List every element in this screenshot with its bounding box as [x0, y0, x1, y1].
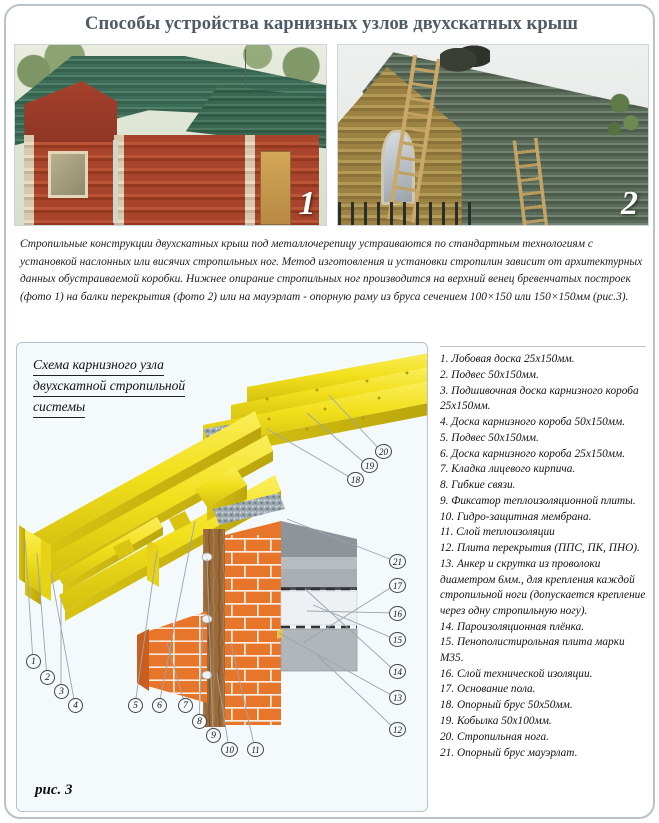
photo-1-door — [260, 151, 291, 225]
figure-label: рис. 3 — [35, 782, 73, 798]
photo-1 — [14, 44, 327, 226]
callout-21: 21 — [389, 554, 406, 569]
legend-item: 20. Стропильная нога. — [440, 730, 549, 743]
legend-item: 16. Слой технической изоляции. — [440, 667, 593, 680]
legend-item: 7. Кладка лицевого кирпича. — [440, 463, 576, 476]
diagram-title-line-2: двухскатной стропильной — [33, 376, 185, 397]
legend-item: 21. Опорный брус мауэрлат. — [440, 746, 578, 759]
legend-item: 6. Доска карнизного короба 25х150мм. — [440, 447, 626, 460]
photo-1-number: 1 — [298, 185, 316, 222]
diagram-title-line-3: системы — [33, 397, 85, 418]
legend-item: 1. Лобовая доска 25х150мм. — [440, 353, 575, 365]
legend-divider — [440, 346, 646, 347]
callout-6: 6 — [152, 698, 167, 713]
callout-4: 4 — [68, 698, 83, 713]
diagram-panel — [16, 342, 428, 812]
callout-17: 17 — [389, 578, 406, 593]
callout-2: 2 — [40, 670, 55, 685]
legend-item: 10. Гидро-защитная мембрана. — [440, 510, 592, 523]
callout-3: 3 — [54, 684, 69, 699]
legend-list — [440, 352, 650, 761]
page-title: Способы устройства карнизных узлов двухскатных крыш — [85, 14, 578, 34]
legend-item: 17. Основание пола. — [440, 683, 536, 696]
callout-10: 10 — [221, 742, 238, 757]
callout-12: 12 — [389, 722, 406, 737]
callout-8: 8 — [192, 714, 207, 729]
photo-2-number: 2 — [621, 185, 638, 222]
photo-row — [14, 44, 649, 226]
diagram-title-line-1: Схема карнизного узла — [33, 355, 164, 376]
legend-item: 3. Подшивочная доска карнизного короба 25х150мм. — [440, 384, 639, 413]
callout-16: 16 — [389, 606, 406, 621]
callout-20: 20 — [375, 444, 392, 459]
callout-9: 9 — [206, 728, 221, 743]
legend-item: 8. Гибкие связи. — [440, 479, 516, 492]
callout-7: 7 — [178, 698, 193, 713]
diagram-title — [33, 355, 283, 418]
photo-1-window — [48, 151, 88, 198]
legend-item: 19. Кобылка 50х100мм. — [440, 715, 552, 728]
photo-1-corner-joint — [24, 135, 34, 226]
legend-item: 14. Пароизоляционная плёнка. — [440, 620, 585, 633]
callout-14: 14 — [389, 664, 406, 679]
callout-13: 13 — [389, 690, 406, 705]
callout-5: 5 — [128, 698, 143, 713]
legend-item: 4. Доска карнизного короба 50х150мм. — [440, 415, 626, 428]
callout-15: 15 — [389, 632, 406, 647]
callout-1: 1 — [26, 654, 41, 669]
callout-19: 19 — [361, 458, 378, 473]
callout-11: 11 — [247, 742, 264, 757]
legend-item: 15. Пенополистирольная плита марки М35. — [440, 636, 625, 664]
legend-item: 9. Фиксатор теплоизоляционной плиты. — [440, 494, 636, 507]
callout-18: 18 — [347, 472, 364, 487]
bottom-section — [6, 336, 657, 818]
intro-paragraph: Стропильные конструкции двухскатных крыш под металлочерепицу устраиваются по стандартным технологиям с установкой наслонных или висячих стропильных ног. Метод изготовления и установки стропилин зависит от архитектурных данных обустраиваемой коробки. Нижнее опирание стропильных ног производится на верхний венец бревенчатых построек (фото 1) на балки перекрытия (фото 2) или на мауэрлат - опорную раму из бруса сечением 100×150 или 150×150мм (рис.3). — [20, 238, 643, 303]
photo-1-corner-joint — [245, 135, 255, 226]
legend-item: 5. Подвес 50х150мм. — [440, 431, 539, 444]
page-frame — [4, 4, 655, 819]
photo-2-fence — [338, 202, 481, 225]
photo-2 — [337, 44, 650, 226]
photo-1-antenna-pole — [245, 49, 246, 89]
legend-item: 11. Слой теплоизоляции — [440, 526, 555, 539]
photo-2-worker — [440, 44, 490, 76]
legend-item: 12. Плита перекрытия (ППС, ПК, ПНО). — [440, 542, 640, 555]
photo-1-drainpipe — [113, 140, 118, 223]
photo-2-foliage — [605, 85, 642, 146]
legend-item: 2. Подвес 50х150мм. — [440, 368, 539, 381]
legend-item: 18. Опорный брус 50х50мм. — [440, 699, 573, 712]
legend-item: 13. Анкер и скрутка из проволоки диаметром 6мм., для крепления каждой стропильной ноги (допускается крепление через одну стропильную ногу). — [440, 557, 646, 617]
